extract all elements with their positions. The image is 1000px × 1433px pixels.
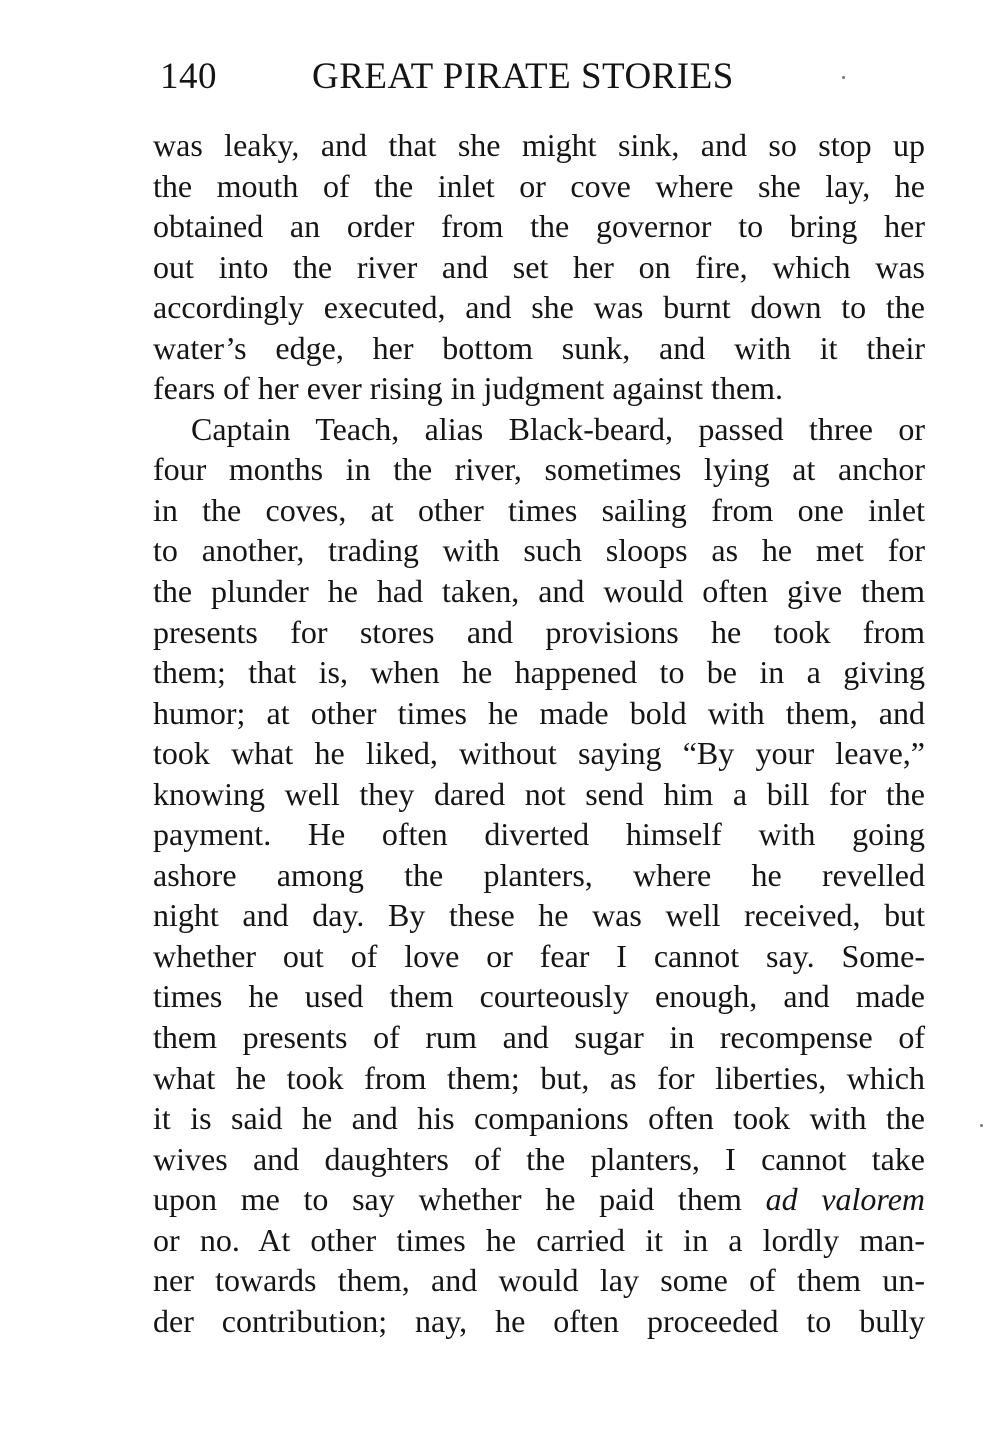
text-line: ashore among the planters, where he revelled <box>153 856 925 893</box>
body-text <box>153 125 925 1341</box>
running-head <box>160 52 780 102</box>
text-line: presents for stores and provisions he took from <box>153 613 925 650</box>
text-line: humor; at other times he made bold with them, and <box>153 694 925 731</box>
italic-phrase: ad valorem <box>765 1181 926 1218</box>
text-line: four months in the river, sometimes lying at anchor <box>153 451 925 488</box>
running-title: GREAT PIRATE STORIES <box>312 56 734 97</box>
text-line: water’s edge, her bottom sunk, and with it their <box>153 329 925 366</box>
text-line: was leaky, and that she might sink, and so stop up <box>153 127 925 163</box>
paragraph-start-line: Captain Teach, alias Black-beard, passed three or <box>191 410 925 447</box>
text-line: obtained an order from the governor to bring her <box>153 208 925 245</box>
text-line: it is said he and his companions often took with the <box>153 1100 925 1137</box>
text-line: knowing well they dared not send him a bill for the <box>153 775 925 812</box>
page-number: 140 <box>160 56 217 97</box>
text-line: the plunder he had taken, and would often give them <box>153 573 925 610</box>
text-line: out into the river and set her on fire, which was <box>153 248 925 285</box>
paragraph-end-line: fears of her ever rising in judgment against them. <box>153 370 784 407</box>
text-line: wives and daughters of the planters, I cannot take <box>153 1140 925 1177</box>
text-line: times he used them courteously enough, and made <box>153 978 925 1015</box>
paper-speck <box>842 76 845 79</box>
text-line: to another, trading with such sloops as he met for <box>153 532 925 569</box>
text-line: night and day. By these he was well received, but <box>153 897 925 934</box>
text-line: took what he liked, without saying “By your leave,” <box>153 735 925 772</box>
text-line: ner towards them, and would lay some of them un- <box>153 1262 925 1299</box>
text-line: them; that is, when he happened to be in a giving <box>153 654 925 691</box>
text-line: what he took from them; but, as for liberties, which <box>153 1059 925 1096</box>
paper-speck <box>980 1124 983 1127</box>
text-line-with-italic <box>153 1179 925 1220</box>
text-line: payment. He often diverted himself with going <box>153 816 925 853</box>
text-line: der contribution; nay, he often proceeded to bully <box>153 1302 925 1339</box>
text-line: or no. At other times he carried it in a lordly man- <box>153 1221 925 1258</box>
text-line: them presents of rum and sugar in recompense of <box>153 1019 925 1056</box>
line-text: upon me to say whether he paid them <box>153 1181 766 1218</box>
text-line: the mouth of the inlet or cove where she lay, he <box>153 167 925 204</box>
text-line: whether out of love or fear I cannot say. Some- <box>153 937 925 974</box>
text-line: in the coves, at other times sailing from one inlet <box>153 491 925 528</box>
text-line: accordingly executed, and she was burnt down to the <box>153 289 925 326</box>
